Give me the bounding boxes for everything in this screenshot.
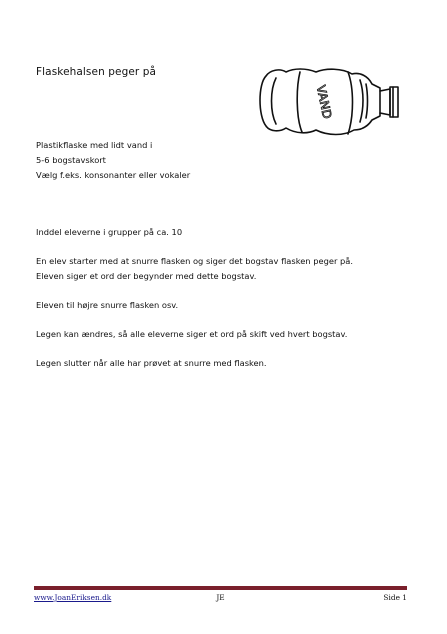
instruction-line: Eleven til højre snurre flasken osv.: [36, 300, 179, 310]
instruction-line: Inddel eleverne i grupper på ca. 10: [36, 227, 183, 237]
instruction-paragraph: [36, 327, 416, 342]
footer-rule: [34, 586, 407, 590]
bottle-illustration: [256, 58, 406, 142]
footer-page-number: Side 1: [383, 593, 407, 602]
materials-line: Vælg f.eks. konsonanter eller vokaler: [36, 170, 191, 180]
bottle-label: VAND: [313, 83, 335, 121]
instruction-line: En elev starter med at snurre flasken og siger det bogstav flasken peger på.: [36, 256, 353, 266]
instruction-line: Legen slutter når alle har prøvet at snurre med flasken.: [36, 358, 267, 368]
instruction-paragraph: [36, 356, 416, 371]
instruction-paragraph: [36, 254, 416, 284]
instruction-paragraph: [36, 225, 416, 240]
instruction-paragraph: [36, 298, 416, 313]
page-footer: [34, 593, 407, 605]
materials-line: Plastikflaske med lidt vand i: [36, 140, 153, 150]
materials-line: 5-6 bogstavskort: [36, 155, 106, 165]
instruction-line: Eleven siger et ord der begynder med dette bogstav.: [36, 271, 257, 281]
instructions: [36, 225, 416, 385]
footer-website-link[interactable]: www.JoanEriksen.dk: [34, 593, 112, 602]
page-title: Flaskehalsen peger på: [36, 66, 157, 78]
materials-list: [36, 138, 190, 183]
instruction-line: Legen kan ændres, så alle eleverne siger et ord på skift ved hvert bogstav.: [36, 329, 348, 339]
footer-initials: JE: [216, 593, 225, 602]
